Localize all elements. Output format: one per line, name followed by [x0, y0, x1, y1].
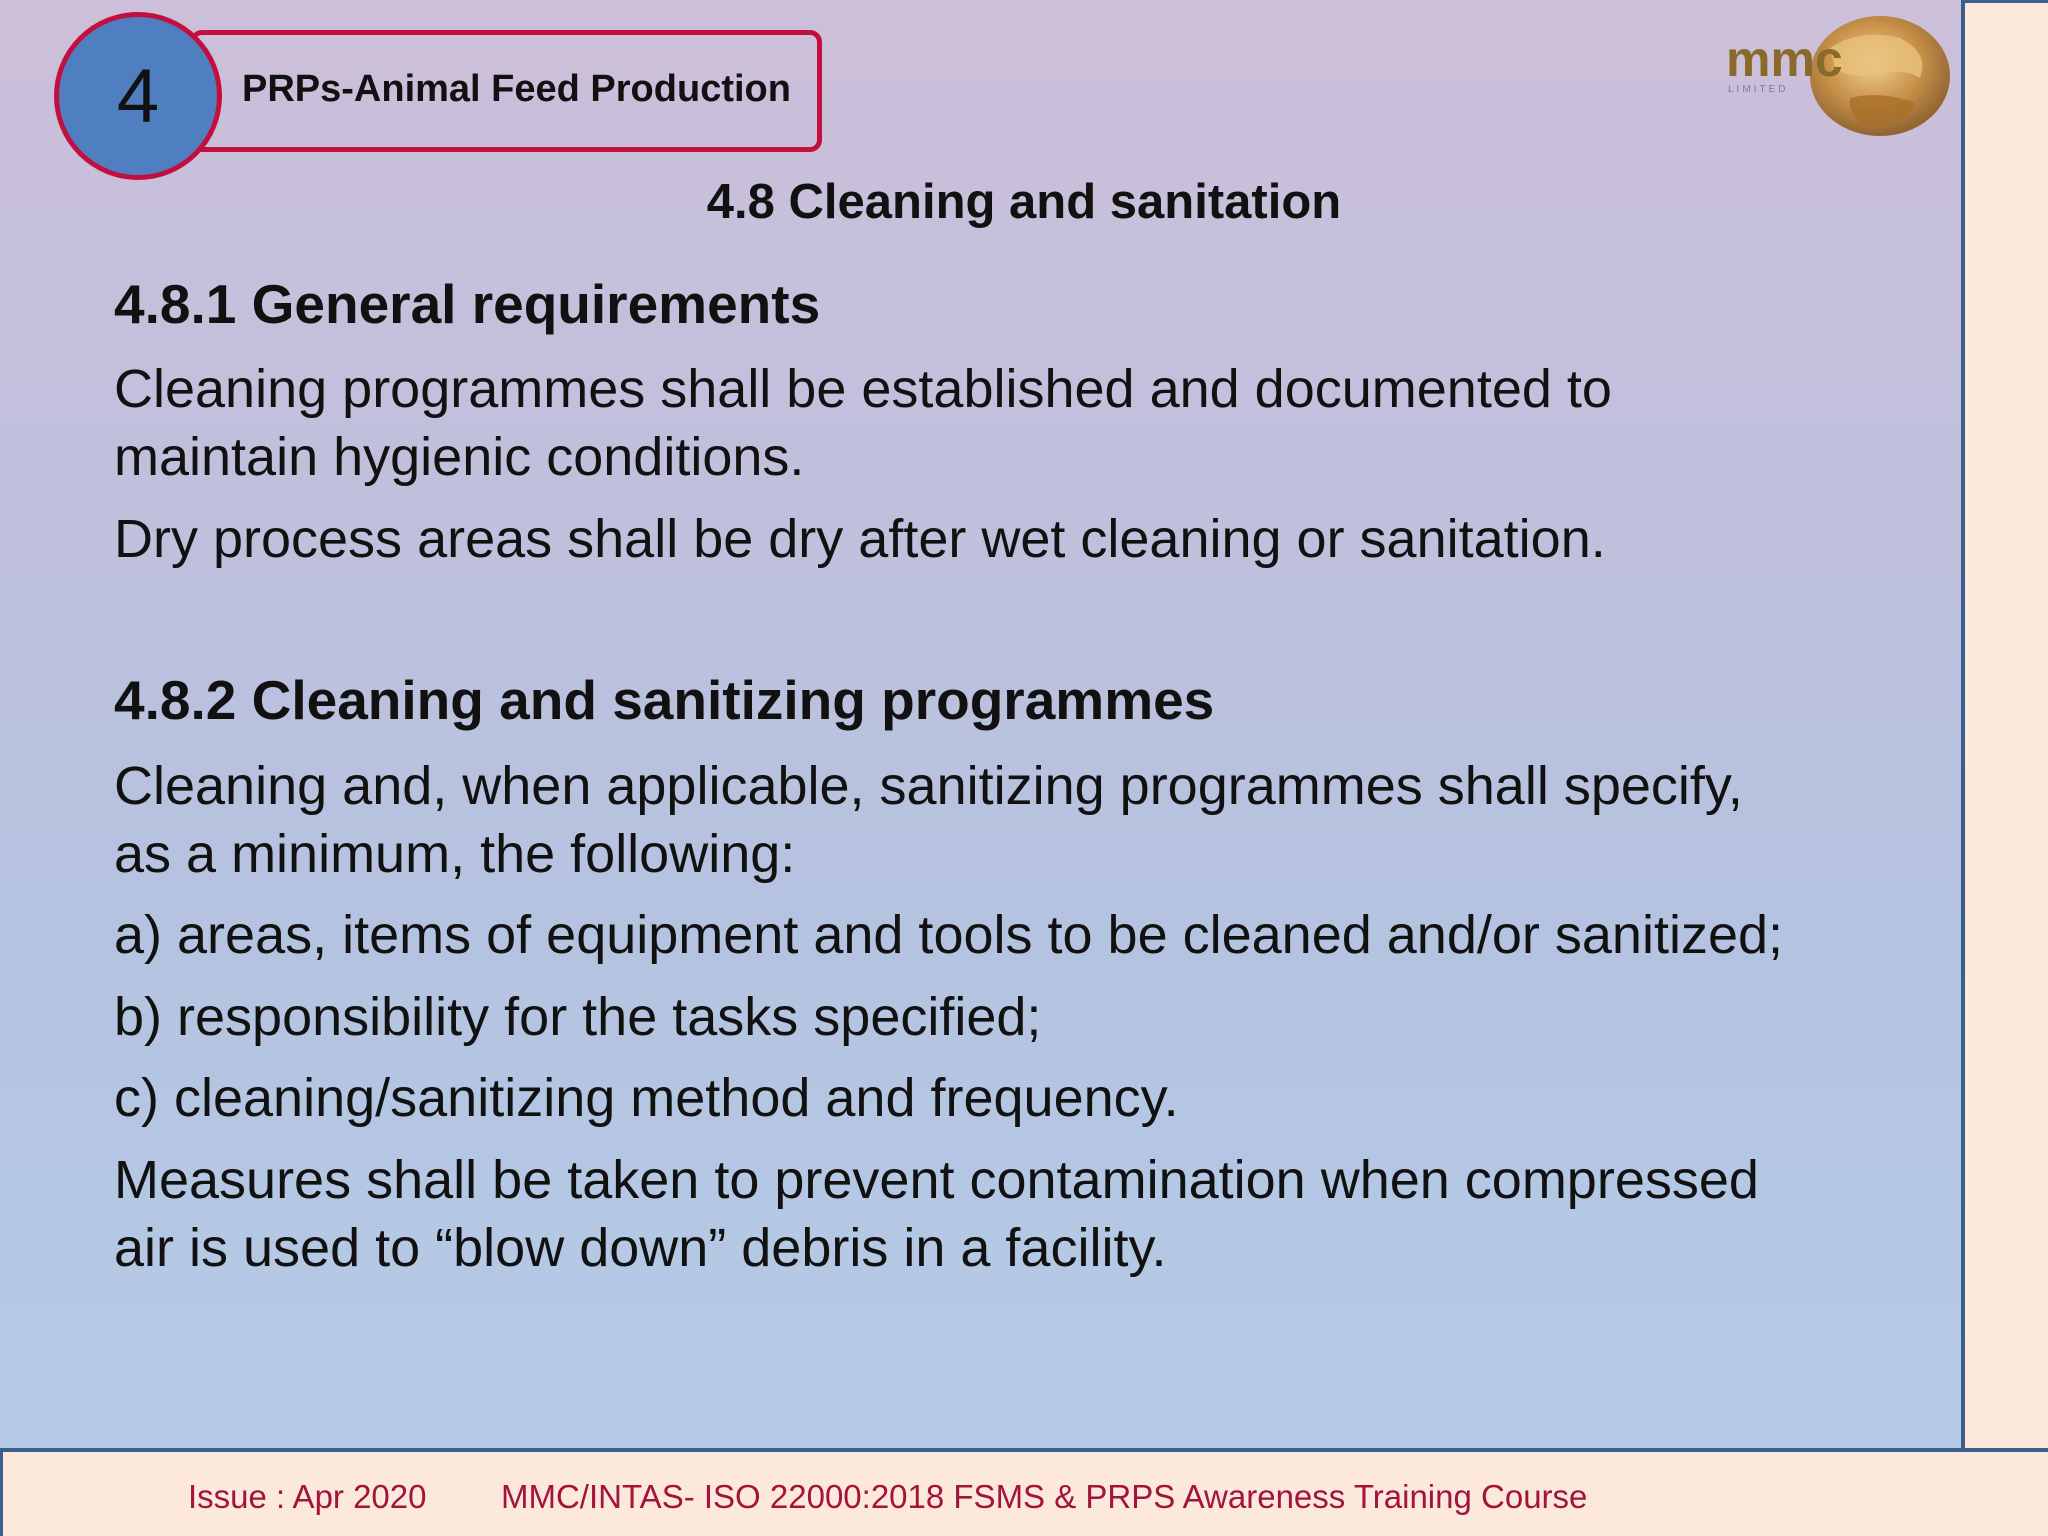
closing-para-line-2: air is used to “blow down” debris in a facility.	[114, 1218, 1167, 1278]
closing-para	[114, 1146, 1894, 1282]
programmes-intro-line-1: Cleaning and, when applicable, sanitizing programmes shall specify,	[114, 756, 1743, 816]
logo-subtext: LIMITED	[1728, 84, 1789, 95]
footer-issue-date: Issue : Apr 2020	[188, 1478, 427, 1515]
closing-para-line-1: Measures shall be taken to prevent contamination when compressed	[114, 1150, 1759, 1210]
logo-wordmark: mmc	[1726, 31, 1843, 87]
footer-bar	[0, 1448, 2048, 1536]
mmc-logo	[1720, 8, 1960, 148]
section-heading-general: 4.8.1 General requirements	[114, 273, 821, 335]
section-number-circle	[54, 12, 222, 180]
slide-title: 4.8 Cleaning and sanitation	[706, 175, 1342, 229]
section-heading-programmes: 4.8.2 Cleaning and sanitizing programmes	[114, 669, 1215, 731]
programmes-intro	[114, 752, 1894, 888]
section-number: 4	[116, 53, 160, 139]
general-para-1-line-2: maintain hygienic conditions.	[114, 427, 805, 487]
programmes-intro-line-2: as a minimum, the following:	[114, 824, 796, 884]
section-badge-title: PRPs-Animal Feed Production	[242, 68, 791, 110]
general-para-2: Dry process areas shall be dry after wet cleaning or sanitation.	[114, 509, 1606, 569]
list-item-b: b) responsibility for the tasks specified;	[114, 987, 1042, 1047]
footer-course-title: MMC/INTAS- ISO 22000:2018 FSMS & PRPS Awareness Training Course	[501, 1478, 1588, 1515]
list-item-c: c) cleaning/sanitizing method and frequency.	[114, 1068, 1179, 1128]
general-para-1-line-1: Cleaning programmes shall be established and documented to	[114, 359, 1612, 419]
general-para-1	[114, 355, 1894, 491]
list-item-a: a) areas, items of equipment and tools to be cleaned and/or sanitized;	[114, 905, 1784, 965]
